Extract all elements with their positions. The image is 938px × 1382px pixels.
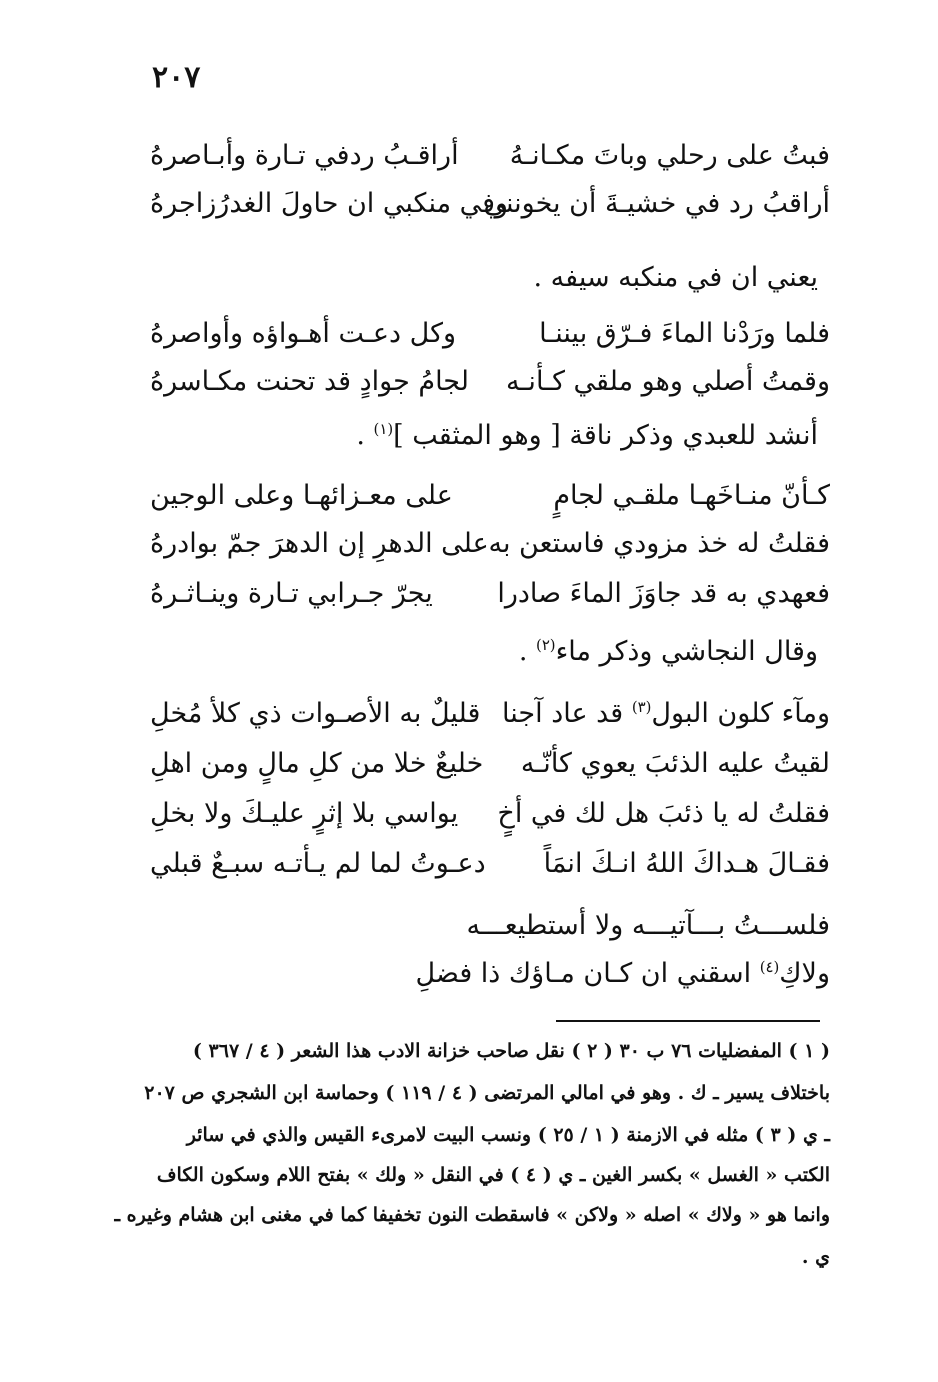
verse-line — [150, 188, 830, 232]
hemistich-text-continued: قد عاد آجنا — [502, 698, 632, 729]
commentary-line: يعني ان في منكبه سيفه . — [533, 262, 818, 293]
verse-second-hemistich — [415, 958, 830, 989]
verse-line — [150, 318, 830, 362]
verse-second-hemistich: لجامُ جوادٍ قد تحنت مكـاسرهُ — [150, 366, 469, 397]
footnote-line: وانما هو « ولاك » اصله « ولاكن » فاسقطت النون تخفيفا كما في مغنى ابن هشام وغيره ـ — [114, 1204, 830, 1226]
verse-first-hemistich: كـأنّ منـاخَهـا ملقـي لجامٍ — [553, 480, 830, 511]
verse-second-hemistich: وكل دعـت أهـواؤه وأواصرهُ — [150, 318, 456, 349]
intro-end: . — [356, 420, 374, 451]
verse-line — [150, 480, 830, 524]
verse-first-hemistich: فلســـتُ بـــآتيـــه ولا أستطيعـــه — [466, 910, 830, 941]
verse-first-hemistich: فبتُ على رحلي وباتَ مكـانـهُ — [509, 140, 830, 171]
verse-first-hemistich: فقلتُ له خذ مزودي فاستعن به — [488, 528, 830, 559]
verse-second-hemistich: خليعٌ خلا من كلِ مالٍ ومن اهلِ — [150, 748, 484, 779]
verse-first-hemistich: فلما ورَدْنا الماءَ فـرّق بيننـا — [539, 318, 830, 349]
verse-first-hemistich: فعهدي به قد جاوَزَ الماءَ صادرا — [497, 578, 830, 609]
verse-line — [150, 748, 830, 792]
verse-line — [150, 578, 830, 622]
intro-text: وقال النجاشي وذكر ماء — [555, 636, 818, 667]
verse-first-hemistich: فقلتُ له يا ذئبَ هل لك في أخٍ — [497, 798, 830, 829]
verse-line — [150, 848, 830, 892]
verse-line — [150, 366, 830, 410]
footnote-reference: (٢) — [536, 636, 556, 654]
verse-first-hemistich: وقمتُ أصلي وهو ملقي كـأنـه — [506, 366, 830, 397]
footnote-line: باختلاف يسير ـ ك . وهو في امالي المرتضى ( ٤ / ١١٩ ) وحماسة ابن الشجري ص ٢٠٧ — [144, 1082, 830, 1104]
verse-line — [150, 698, 830, 742]
footnote-line: ـ ي ( ٣ ) مثله في الازمنة ( ١ / ٢٥ ) ونسب البيت لامرىء القيس والذي في سائر — [186, 1124, 830, 1146]
verse-second-hemistich: على الدهرِ إن الدهرَ جمّ بوادرهُ — [150, 528, 489, 559]
footnote-line: ( ١ ) المفضليات ٧٦ ب ٣٠ ( ٢ ) نقل صاحب خزانة الادب هذا الشعر ( ٤ / ٣٦٧ ) — [192, 1040, 830, 1062]
footnote-line: ي . — [801, 1246, 830, 1268]
hemistich-text: ومآء كلون البول — [651, 698, 830, 729]
verse-second-hemistich: أراقـبُ ردفي تـارة وأبـاصرهُ — [150, 140, 459, 171]
hemistich-text-continued: اسقني ان كـان مـاؤك ذا فضلِ — [415, 958, 760, 989]
intro-end: . — [518, 636, 537, 667]
verse-first-hemistich: فقـالَ هـداكَ اللهُ انـكَ انمَاً — [543, 848, 830, 879]
verse-first-hemistich — [502, 698, 830, 729]
poem-introduction — [519, 636, 818, 667]
verse-second-hemistich: على معـزائهـا وعلى الوجين — [150, 480, 453, 511]
footnote-separator — [556, 1020, 820, 1022]
verse-line — [150, 140, 830, 184]
verse-second-hemistich: دعـوتُ لما لم يـأتـه سبـعٌ قبلي — [150, 848, 486, 879]
footnote-line: الكتب « الغسل » بكسر الغين ـ ي ( ٤ ) في النقل « ولك » بفتح اللام وسكون الكاف — [156, 1164, 830, 1186]
verse-second-hemistich: يواسي بلا إثرٍ عليـكَ ولا بخلِ — [150, 798, 459, 829]
footnote-reference: (٤) — [759, 958, 780, 976]
footnote-reference: (٣) — [631, 698, 652, 716]
verse-first-hemistich: لقيتُ عليه الذئبَ يعوي كأنّـه — [520, 748, 830, 779]
poem-introduction — [356, 420, 818, 451]
intro-text: أنشد للعبدي وذكر ناقة [ وهو المثقب ] — [393, 420, 818, 451]
page-number: ٢٠٧ — [152, 60, 201, 95]
hemistich-text: ولاكِ — [779, 958, 830, 989]
verse-second-hemistich: وفي منكبي ان حاولَ الغدرُزاجرهُ — [150, 188, 509, 219]
footnote-reference: (١) — [373, 420, 394, 438]
verse-line — [150, 798, 830, 842]
verse-line — [150, 528, 830, 572]
verse-second-hemistich: قليلٌ به الأصـوات ذي كلأ مُخلِ — [150, 698, 481, 729]
verse-second-hemistich: يجرّ جـرابي تـارة وينـاثـرهُ — [150, 578, 433, 609]
verse-first-hemistich: أراقبُ رد في خشيـةَ أن يخونني — [483, 188, 830, 219]
